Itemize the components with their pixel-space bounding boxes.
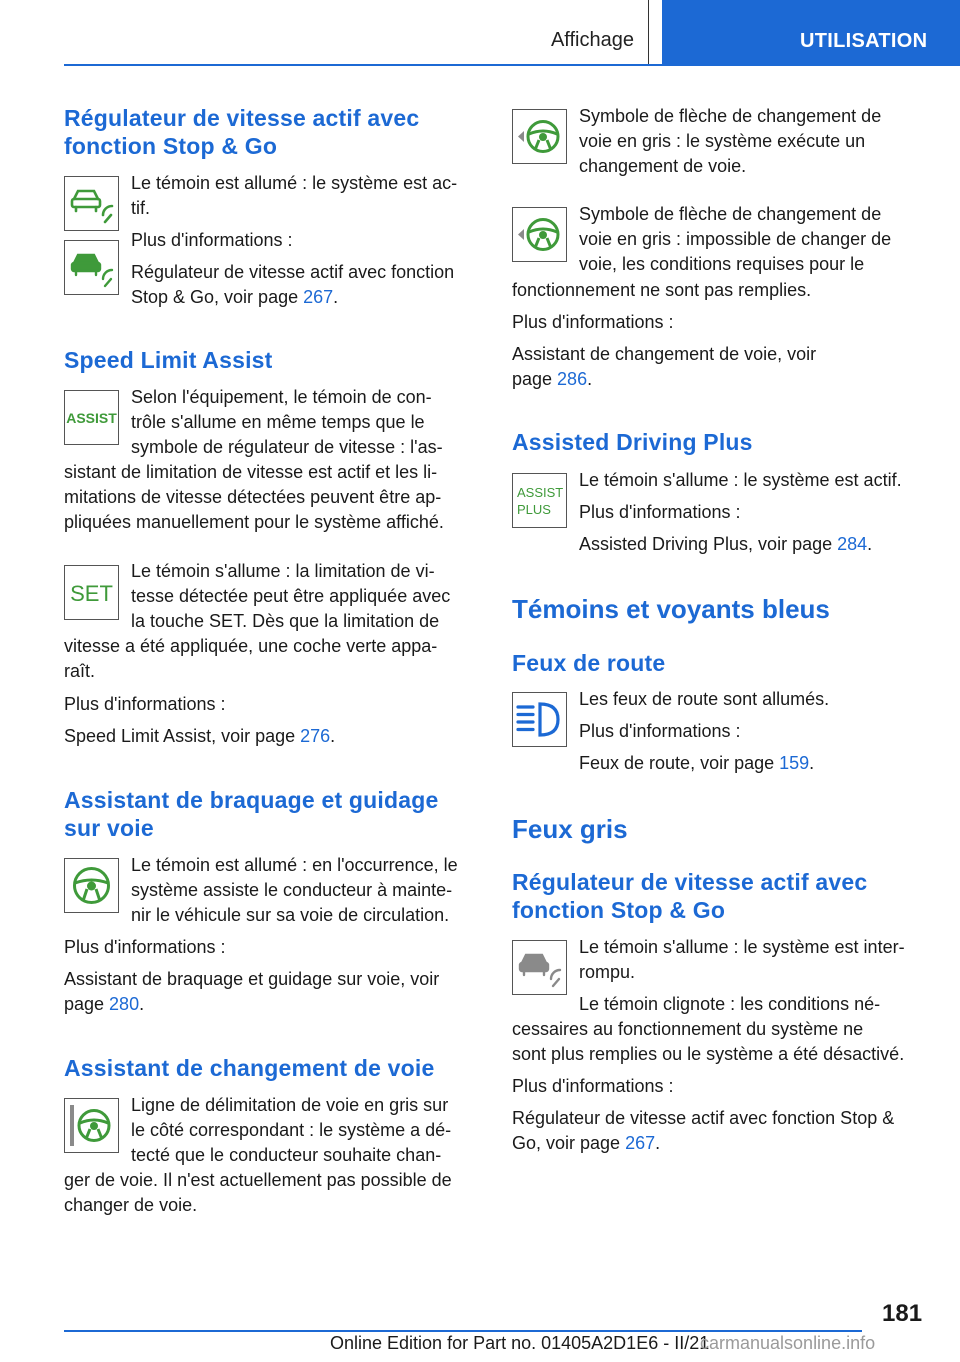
lca-text-indented: Ligne de délimitation de voie en gris sur le côté correspondant : le système a dé- tecté que le conducteur souhaite chan- xyxy=(131,1095,452,1165)
page-link-267b[interactable]: 267 xyxy=(625,1133,656,1153)
steering-wheel-green-icon xyxy=(64,858,119,913)
gacc-reference: Régulateur de vitesse actif avec fonction Stop & Go, voir page 267. xyxy=(512,1108,895,1153)
page-link-286[interactable]: 286 xyxy=(557,369,588,389)
arrow1-text: Symbole de flèche de changement de voie en gris : le système exécute un changement de voie. xyxy=(579,106,882,176)
adp-more-label: Plus d'informations : xyxy=(579,502,741,522)
set-text-indented: Le témoin s'allume : la limitation de vi- tesse détectée peut être appliquée avec la touche SET. Dès que la limitation de xyxy=(131,561,451,631)
page-link-276[interactable]: 276 xyxy=(300,726,331,746)
page-header xyxy=(0,0,960,66)
svg-text:ASSIST: ASSIST xyxy=(517,485,564,500)
hb-more-label: Plus d'informations : xyxy=(579,721,741,741)
adp-reference: Assisted Driving Plus, voir page 284. xyxy=(579,534,873,554)
lca-text-full: ger de voie. Il n'est actuellement pas possible de changer de voie. xyxy=(64,1170,452,1215)
edition-text: Online Edition for Part no. 01405A2D1E6 - II/21 xyxy=(330,1333,710,1353)
steer-text: Le témoin est allumé : en l'occurrence, le système assiste le conducteur à mainte- nir le véhicule sur sa voie de circulation. xyxy=(131,855,458,925)
acc-reference: Régulateur de vitesse actif avec fonction Stop & Go, voir page 267. xyxy=(131,262,455,307)
acc-gray-icon xyxy=(512,940,567,995)
lane-change-arrow-unavailable-icon xyxy=(512,207,567,262)
heading-high-beam: Feux de route xyxy=(512,650,666,676)
steer-reference: Assistant de braquage et guidage sur voie, voir page 280. xyxy=(64,969,440,1014)
steer-more-label: Plus d'informations : xyxy=(64,937,226,957)
assist-plus-icon xyxy=(512,473,567,528)
high-beam-icon xyxy=(512,692,567,747)
heading-assisted-driving-plus: Assisted Driving Plus xyxy=(512,429,753,455)
acc-text: Le témoin est allumé : le système est ac- tif. xyxy=(131,173,458,218)
gacc-more-label: Plus d'informations : xyxy=(512,1076,674,1096)
header-rule xyxy=(64,64,960,66)
watermark: carmanualsonline.info xyxy=(700,1333,876,1353)
header-section-tab xyxy=(64,0,649,64)
sla-text-indented: Selon l'équipement, le témoin de con- trôle s'allume en même temps que le symbole de régulateur de vitesse : l'as- xyxy=(131,387,443,457)
acc-more-label: Plus d'informations : xyxy=(131,230,293,250)
svg-text:SET: SET xyxy=(70,581,113,606)
page-link-280[interactable]: 280 xyxy=(109,994,140,1014)
header-chapter-label: UTILISATION xyxy=(800,30,928,52)
footer-rule xyxy=(64,1330,862,1332)
header-section-label: Affichage xyxy=(550,29,634,51)
heading-acc-gray: Régulateur de vitesse actif avec fonction Stop & Go xyxy=(512,869,868,923)
adp-text: Le témoin s'allume : le système est actif. xyxy=(579,470,902,490)
gacc-text-indented: Le témoin s'allume : le système est inter- rompu. xyxy=(579,937,905,982)
page-link-284[interactable]: 284 xyxy=(837,534,868,554)
heading-acc: Régulateur de vitesse actif avec fonction Stop & Go xyxy=(64,105,420,159)
heading-lane-change-assistant: Assistant de changement de voie xyxy=(64,1055,435,1081)
set-more-label: Plus d'informations : xyxy=(64,694,226,714)
set-reference: Speed Limit Assist, voir page 276. xyxy=(64,726,336,746)
heading-speed-limit-assist: Speed Limit Assist xyxy=(64,347,273,373)
heading-steering-assistant: Assistant de braquage et guidage sur voie xyxy=(64,787,439,841)
arrow2-text-full: fonctionnement ne sont pas remplies. xyxy=(512,280,812,300)
acc-green-filled-icon xyxy=(64,240,119,295)
page-link-159[interactable]: 159 xyxy=(779,753,810,773)
lane-change-arrow-icon xyxy=(512,109,567,164)
page-link-267[interactable]: 267 xyxy=(303,287,334,307)
set-text-full: vitesse a été appliquée, une coche verte appa- raît. xyxy=(64,636,438,681)
gacc-text-full: cessaires au fonctionnement du système ne sont plus remplies ou le système a été désactivé. xyxy=(512,1019,905,1064)
sla-text-full: sistant de limitation de vitesse est actif et les li- mitations de vitesse détectées peuvent être ap- pliquées manuellement pour le système affiché. xyxy=(64,462,444,532)
hb-text: Les feux de route sont allumés. xyxy=(579,689,830,709)
heading-gray-lights: Feux gris xyxy=(512,814,628,844)
acc-green-icon xyxy=(64,176,119,231)
svg-text:ASSIST: ASSIST xyxy=(66,410,117,426)
arrow-more-label: Plus d'informations : xyxy=(512,312,674,332)
svg-text:PLUS: PLUS xyxy=(517,502,551,517)
heading-blue-indicators: Témoins et voyants bleus xyxy=(512,594,830,624)
set-icon xyxy=(64,565,119,620)
hb-reference: Feux de route, voir page 159. xyxy=(579,753,815,773)
gacc-blink-indented: Le témoin clignote : les conditions né- xyxy=(579,994,881,1014)
arrow2-text-indented: Symbole de flèche de changement de voie en gris : impossible de changer de voie, les conditions requises pour le xyxy=(579,204,892,274)
header-chapter-tab xyxy=(662,0,960,66)
arrow-reference: Assistant de changement de voie, voir page 286. xyxy=(512,344,817,389)
lane-change-gray-line-icon xyxy=(64,1098,119,1153)
page-number: 181 xyxy=(882,1300,923,1327)
assist-icon xyxy=(64,390,119,445)
